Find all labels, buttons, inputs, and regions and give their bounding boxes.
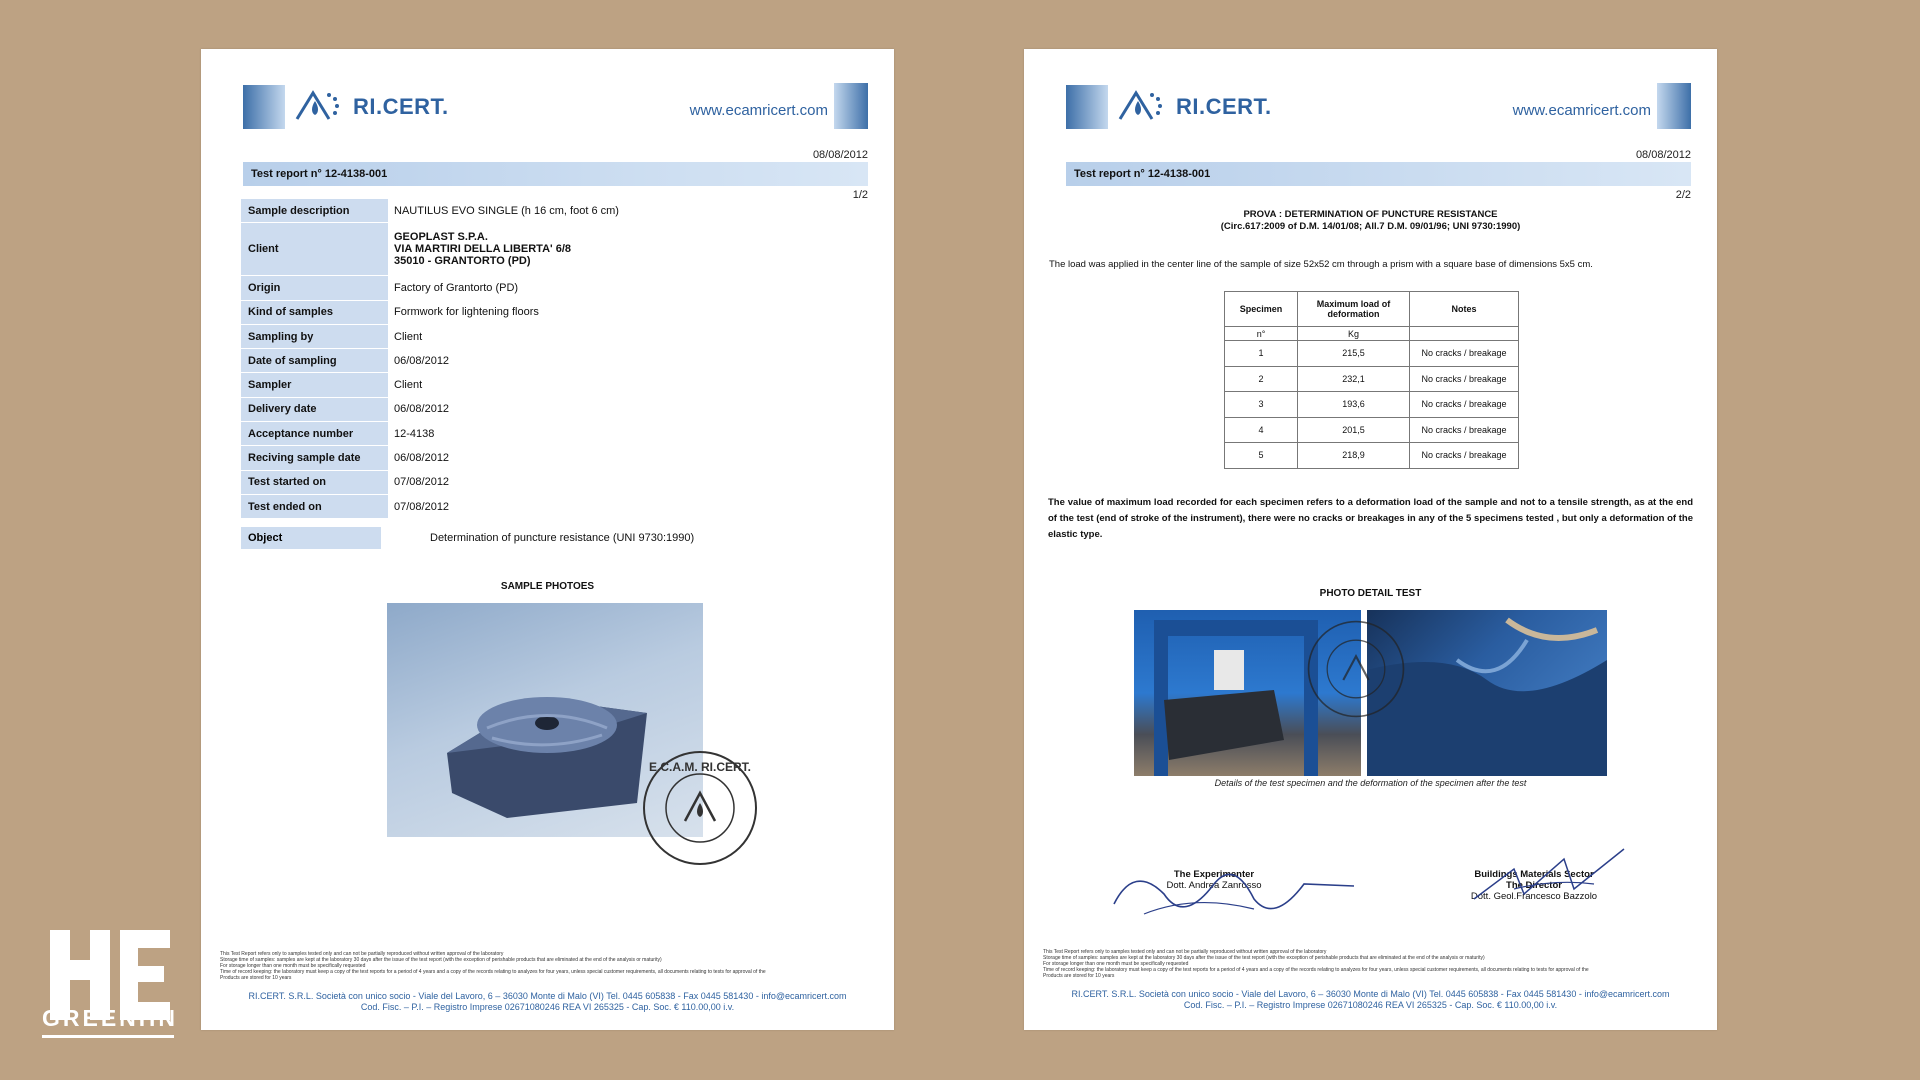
result-explanation: The value of maximum load recorded for each specimen refers to a deformation load of the sample and not to a tensile strength, as at the end of the test (end of stroke of the instrument), there were no cracks or breakages in any of the 5 specimens tested , but only a deformation of the elastic type. — [1048, 497, 1693, 540]
table-cell: No cracks / breakage — [1410, 392, 1519, 418]
header-left-bar — [1066, 85, 1108, 129]
field-value: Client — [394, 379, 423, 392]
footer-note: Products are stored for 10 years — [1043, 973, 1115, 979]
table-row — [1225, 392, 1519, 418]
table-row — [1225, 443, 1519, 469]
stamp-text: E.C.A.M. RI.CERT. — [648, 760, 752, 774]
page-number: 2/2 — [1675, 189, 1691, 201]
field-value: 06/08/2012 — [394, 403, 450, 416]
field-label: Sample description — [241, 199, 388, 223]
field-value: 07/08/2012 — [394, 500, 450, 513]
table-header-row — [1225, 292, 1519, 327]
footer-note: Storage time of samples: samples are kept at the laboratory 30 days after the issue of the test report (with the exception of perishable products that are eliminated at the end of the analysis or maturity) — [1043, 955, 1485, 961]
test-heading-line-2: (Circ.617:2009 of D.M. 14/01/08; All.7 D.M. 09/01/96; UNI 9730:1990) — [1220, 221, 1521, 232]
info-row — [241, 199, 868, 223]
table-cell: 193,6 — [1298, 392, 1410, 418]
column-header: Maximum load of deformation — [1298, 292, 1410, 327]
field-value: Factory of Grantorto (PD) — [394, 281, 519, 294]
test-report-page-2 — [1024, 49, 1717, 1030]
info-row — [241, 397, 868, 421]
field-value: 06/08/2012 — [394, 452, 450, 465]
field-value: Formwork for lightening floors — [394, 306, 539, 319]
photo-caption: Details of the test specimen and the deformation of the specimen after the test — [1214, 778, 1527, 788]
table-cell: 201,5 — [1298, 417, 1410, 443]
field-value: 12-4138 — [394, 427, 435, 440]
table-row — [1225, 341, 1519, 367]
company-footer-line-2: Cod. Fisc. – P.I. – Registro Imprese 02671080246 REA VI 265325 - Cap. Soc. € 110.00,00 i.v. — [1183, 1000, 1558, 1010]
footer-note: This Test Report refers only to samples tested only and can not be partially reproduced without written approval of the laboratory — [220, 951, 504, 957]
brand-underline — [42, 1035, 174, 1038]
field-label: Acceptance number — [241, 422, 388, 446]
field-value: 06/08/2012 — [394, 354, 450, 367]
info-row — [241, 324, 868, 348]
footer-note: Time of record keeping: the laboratory must keep a copy of the test reports for a period of 4 years and a copy of the records relating to analyzes for four years, unless special customer requirements, all documents relating to tests for approval of the — [220, 969, 766, 975]
object-value: Determination of puncture resistance (UNI 9730:1990) — [430, 532, 695, 544]
ecam-ricert-stamp — [1306, 619, 1406, 719]
director-sector: Buildings Materials Sector — [1474, 869, 1594, 880]
client-line: VIA MARTIRI DELLA LIBERTA' 6/8 — [394, 243, 571, 256]
report-title: Test report n° 12-4138-001 — [1066, 162, 1691, 186]
logo-text: RI.CERT. — [1176, 94, 1272, 119]
client-line: GEOPLAST S.P.A. — [394, 231, 488, 244]
table-row — [1225, 417, 1519, 443]
field-label: Sampler — [241, 373, 388, 397]
table-units-row — [1225, 327, 1519, 341]
table-cell: 218,9 — [1298, 443, 1410, 469]
unit-cell: n° — [1225, 327, 1298, 341]
ricert-logo-icon — [291, 87, 343, 123]
client-value — [388, 223, 868, 276]
footer-notes — [220, 951, 870, 981]
field-label: Sampling by — [241, 324, 388, 348]
column-header: Notes — [1410, 292, 1519, 327]
table-cell: 232,1 — [1298, 366, 1410, 392]
logo-text: RI.CERT. — [353, 94, 449, 119]
field-value: 07/08/2012 — [394, 476, 450, 489]
footer-note: For storage longer than one month must be specifically requested — [1043, 961, 1189, 967]
report-date: 08/08/2012 — [1635, 149, 1691, 161]
test-heading — [1024, 209, 1717, 233]
column-header: Specimen — [1225, 292, 1298, 327]
table-row — [1225, 366, 1519, 392]
sample-photos-title: SAMPLE PHOTOES — [500, 581, 595, 592]
field-label: Test ended on — [241, 494, 388, 518]
footer-note: For storage longer than one month must be specifically requested — [220, 963, 366, 969]
director-signature-icon — [1454, 839, 1654, 919]
field-label: Date of sampling — [241, 349, 388, 373]
table-cell: 3 — [1225, 392, 1298, 418]
field-label: Kind of samples — [241, 300, 388, 324]
table-cell: 1 — [1225, 341, 1298, 367]
footer-note: This Test Report refers only to samples tested only and can not be partially reproduced without written approval of the laboratory — [1043, 949, 1327, 955]
test-report-page-1 — [201, 49, 894, 1030]
director-title: The Director — [1506, 880, 1562, 891]
table-cell: No cracks / breakage — [1410, 443, 1519, 469]
info-row — [241, 494, 868, 518]
company-footer-line-2: Cod. Fisc. – P.I. – Registro Imprese 02671080246 REA VI 265325 - Cap. Soc. € 110.00,00 i.v. — [360, 1002, 735, 1012]
table-cell: No cracks / breakage — [1410, 341, 1519, 367]
photo-detail-title: PHOTO DETAIL TEST — [1319, 588, 1422, 599]
field-label: Delivery date — [241, 397, 388, 421]
test-heading-line-1: PROVA : DETERMINATION OF PUNCTURE RESISTANCE — [1243, 209, 1498, 220]
info-row — [241, 470, 868, 494]
director-name: Dott. Geol.Francesco Bazzolo — [1470, 891, 1598, 902]
company-footer-line-1: RI.CERT. S.R.L. Società con unico socio - Viale del Lavoro, 6 – 36030 Monte di Malo (VI) Tel. 0445 605838 - Fax 0445 581430 - info@ecamricert.com — [248, 991, 847, 1001]
table-cell: 2 — [1225, 366, 1298, 392]
field-value: Client — [394, 330, 423, 343]
company-footer-line-1: RI.CERT. S.R.L. Società con unico socio - Viale del Lavoro, 6 – 36030 Monte di Malo (VI) Tel. 0445 605838 - Fax 0445 581430 - info@ecamricert.com — [1071, 989, 1670, 999]
load-description: The load was applied in the center line of the sample of size 52x52 cm through a prism with a square base of dimensions 5x5 cm. — [1049, 259, 1593, 270]
footer-notes — [1043, 949, 1693, 979]
table-cell: 5 — [1225, 443, 1298, 469]
footer-note: Products are stored for 10 years — [220, 975, 292, 981]
info-row — [241, 446, 868, 470]
page-number: 1/2 — [852, 189, 868, 201]
header-right-bar — [834, 83, 868, 129]
client-line: 35010 - GRANTORTO (PD) — [394, 255, 531, 268]
info-row — [241, 349, 868, 373]
header-left-bar — [243, 85, 285, 129]
info-row — [241, 300, 868, 324]
experimenter-title: The Experimenter — [1173, 869, 1255, 880]
report-title: Test report n° 12-4138-001 — [243, 162, 868, 186]
unit-cell — [1410, 327, 1519, 341]
field-label: Client — [241, 223, 388, 276]
table-cell: 4 — [1225, 417, 1298, 443]
info-row — [241, 276, 868, 300]
object-row — [241, 527, 868, 549]
brand-name: GREENHN — [42, 1005, 179, 1031]
table-cell: No cracks / breakage — [1410, 417, 1519, 443]
field-label: Reciving sample date — [241, 446, 388, 470]
footer-note: Storage time of samples: samples are kept at the laboratory 30 days after the issue of the test report (with the exception of perishable products that are eliminated at the end of the analysis or maturity) — [220, 957, 662, 963]
table-cell: 215,5 — [1298, 341, 1410, 367]
ricert-logo-icon — [1114, 87, 1166, 123]
results-table — [1224, 291, 1519, 469]
experimenter-name: Dott. Andrea Zanrosso — [1166, 880, 1262, 891]
info-row — [241, 373, 868, 397]
report-date: 08/08/2012 — [812, 149, 868, 161]
object-label: Object — [241, 527, 381, 549]
field-label: Test started on — [241, 470, 388, 494]
experimenter-signature-icon — [1104, 854, 1364, 934]
footer-note: Time of record keeping: the laboratory must keep a copy of the test reports for a period of 4 years and a copy of the records relating to analyzes for four years, unless special customer requirements, all documents relating to tests for approval of the — [1043, 967, 1589, 973]
unit-cell: Kg — [1298, 327, 1410, 341]
header-right-bar — [1657, 83, 1691, 129]
website-link[interactable]: www.ecamricert.com — [1512, 102, 1651, 119]
sample-info-table — [241, 199, 868, 519]
table-cell: No cracks / breakage — [1410, 366, 1519, 392]
field-value: NAUTILUS EVO SINGLE (h 16 cm, foot 6 cm) — [394, 204, 619, 217]
website-link[interactable]: www.ecamricert.com — [689, 102, 828, 119]
info-row-client — [241, 223, 868, 276]
ecam-ricert-stamp — [641, 749, 759, 867]
info-row — [241, 422, 868, 446]
field-label: Origin — [241, 276, 388, 300]
